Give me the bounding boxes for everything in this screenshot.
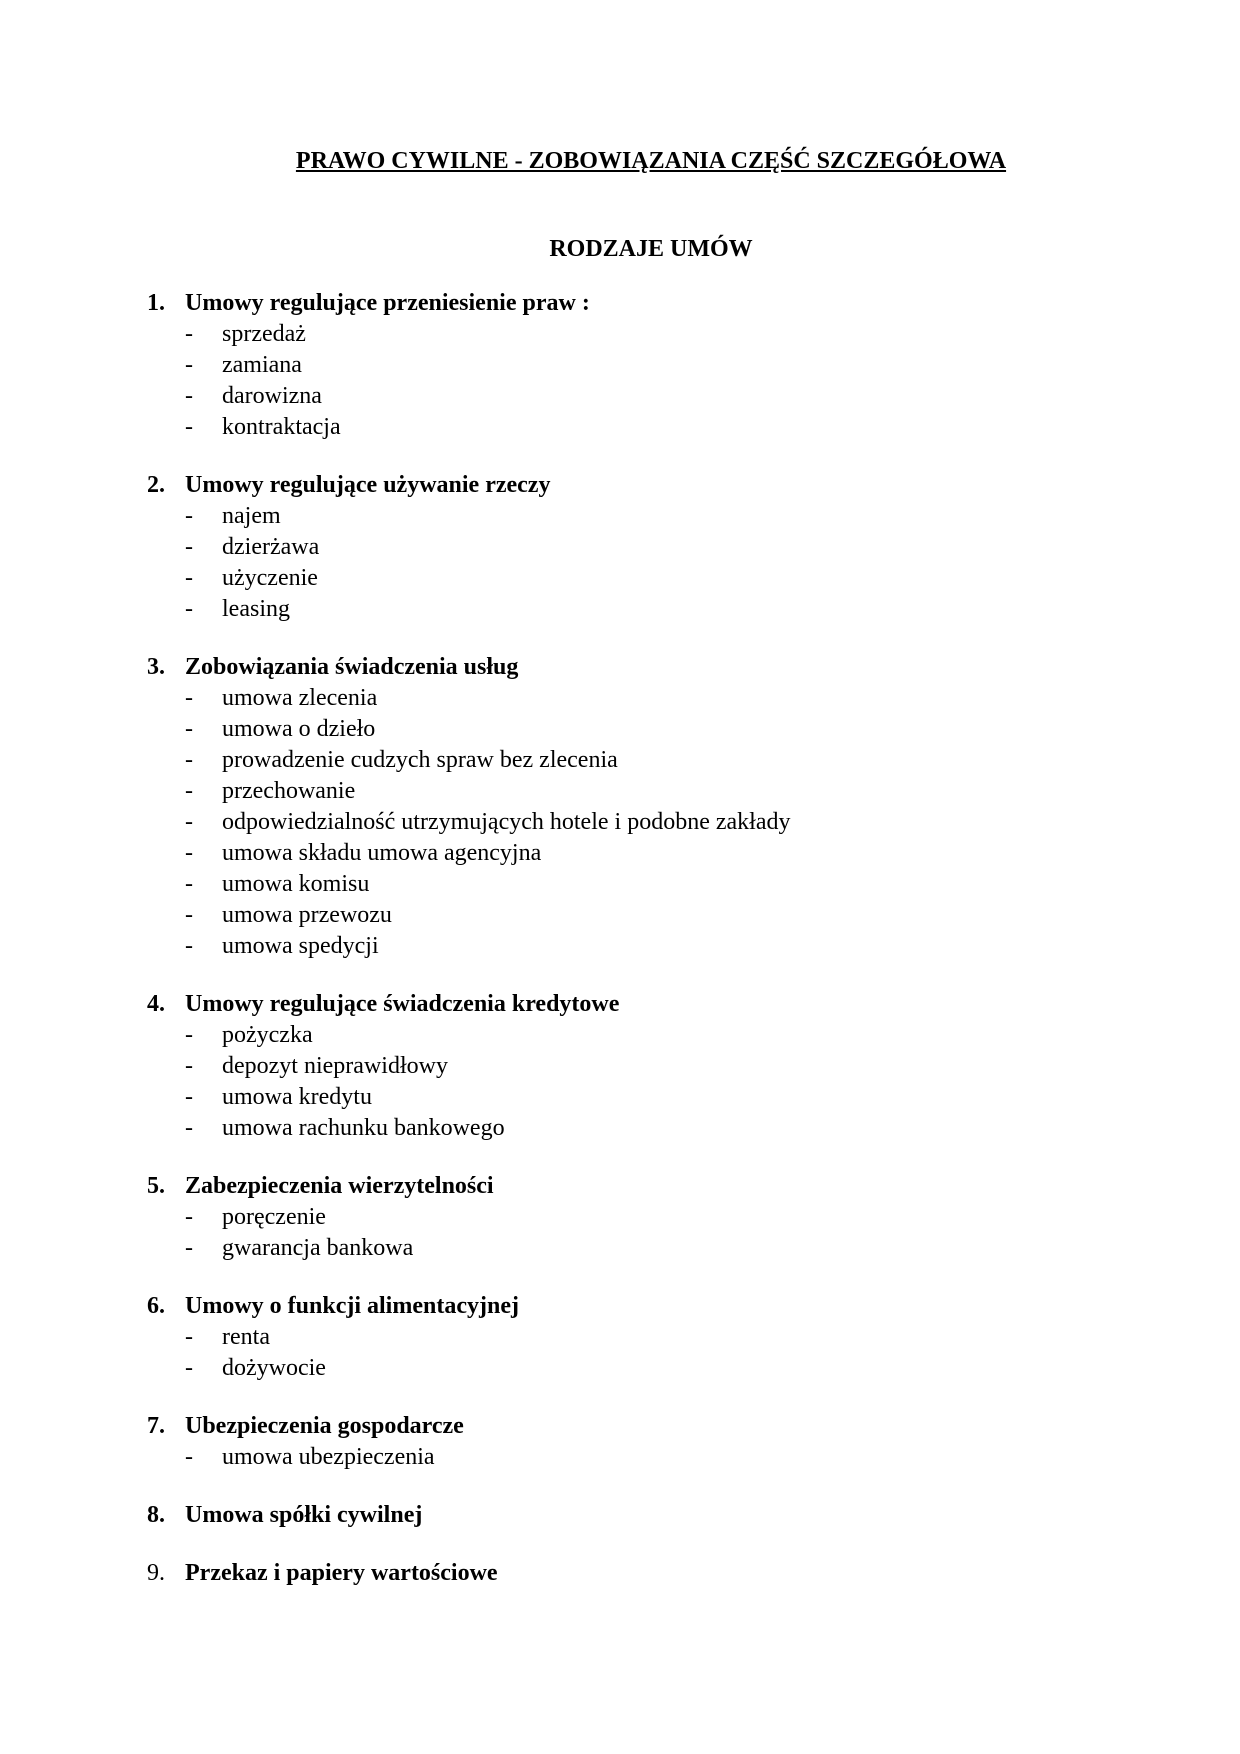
list-item-text: zamiana xyxy=(222,352,302,378)
section xyxy=(0,989,1240,1144)
dash-bullet: - xyxy=(185,685,193,711)
dash-bullet: - xyxy=(185,933,193,959)
list-item-text: umowa spedycji xyxy=(222,933,379,959)
section-heading xyxy=(0,652,1240,683)
section-title: Ubezpieczenia gospodarcze xyxy=(185,1413,464,1439)
list-item xyxy=(0,532,1240,563)
section-items xyxy=(0,319,1240,443)
dash-bullet: - xyxy=(185,414,193,440)
section-heading xyxy=(0,989,1240,1020)
section-items xyxy=(0,1202,1240,1264)
section-title: Umowy o funkcji alimentacyjnej xyxy=(185,1293,519,1319)
list-item xyxy=(0,501,1240,532)
list-item-text: prowadzenie cudzych spraw bez zlecenia xyxy=(222,747,618,773)
dash-bullet: - xyxy=(185,778,193,804)
dash-bullet: - xyxy=(185,352,193,378)
section-number: 5. xyxy=(147,1173,165,1199)
list-item-text: przechowanie xyxy=(222,778,356,804)
list-item-text: darowizna xyxy=(222,383,322,409)
section xyxy=(0,1171,1240,1264)
dash-bullet: - xyxy=(185,871,193,897)
section-title: Umowy regulujące świadczenia kredytowe xyxy=(185,991,620,1017)
section-items xyxy=(0,1020,1240,1144)
list-item-text: leasing xyxy=(222,596,290,622)
section-title: Umowa spółki cywilnej xyxy=(185,1502,423,1528)
list-item-text: renta xyxy=(222,1324,270,1350)
dash-bullet: - xyxy=(185,1355,193,1381)
list-item xyxy=(0,745,1240,776)
list-item-text: kontraktacja xyxy=(222,414,341,440)
dash-bullet: - xyxy=(185,383,193,409)
list-item-text: dzierżawa xyxy=(222,534,320,560)
dash-bullet: - xyxy=(185,596,193,622)
dash-bullet: - xyxy=(185,534,193,560)
dash-bullet: - xyxy=(185,840,193,866)
section-number: 6. xyxy=(147,1293,165,1319)
dash-bullet: - xyxy=(185,1204,193,1230)
document-subtitle: RODZAJE UMÓW xyxy=(549,236,753,262)
list-item xyxy=(0,1353,1240,1384)
list-item xyxy=(0,350,1240,381)
section-title: Przekaz i papiery wartościowe xyxy=(185,1560,498,1586)
section-number: 1. xyxy=(147,290,165,316)
dash-bullet: - xyxy=(185,1324,193,1350)
section-heading xyxy=(0,1500,1240,1531)
list-item xyxy=(0,319,1240,350)
contract-types-list xyxy=(0,288,1240,1616)
list-item-text: sprzedaż xyxy=(222,321,306,347)
list-item xyxy=(0,776,1240,807)
section-title: Zobowiązania świadczenia usług xyxy=(185,654,519,680)
section-title: Zabezpieczenia wierzytelności xyxy=(185,1173,494,1199)
dash-bullet: - xyxy=(185,565,193,591)
dash-bullet: - xyxy=(185,1444,193,1470)
section xyxy=(0,1558,1240,1589)
section-items xyxy=(0,683,1240,962)
section xyxy=(0,470,1240,625)
list-item-text: dożywocie xyxy=(222,1355,326,1381)
section-title: Umowy regulujące przeniesienie praw : xyxy=(185,290,590,316)
section xyxy=(0,288,1240,443)
list-item xyxy=(0,931,1240,962)
list-item xyxy=(0,1082,1240,1113)
list-item xyxy=(0,1113,1240,1144)
dash-bullet: - xyxy=(185,1115,193,1141)
list-item-text: umowa przewozu xyxy=(222,902,392,928)
dash-bullet: - xyxy=(185,1235,193,1261)
section-number: 4. xyxy=(147,991,165,1017)
section-number: 3. xyxy=(147,654,165,680)
list-item xyxy=(0,869,1240,900)
dash-bullet: - xyxy=(185,1053,193,1079)
section-number: 2. xyxy=(147,472,165,498)
list-item xyxy=(0,412,1240,443)
section-heading xyxy=(0,1411,1240,1442)
section-number: 7. xyxy=(147,1413,165,1439)
section-number: 8. xyxy=(147,1502,165,1528)
section-items xyxy=(0,1322,1240,1384)
section-heading xyxy=(0,1291,1240,1322)
list-item-text: umowa komisu xyxy=(222,871,370,897)
list-item xyxy=(0,714,1240,745)
dash-bullet: - xyxy=(185,747,193,773)
list-item xyxy=(0,381,1240,412)
dash-bullet: - xyxy=(185,1022,193,1048)
list-item xyxy=(0,1442,1240,1473)
document-title: PRAWO CYWILNE - ZOBOWIĄZANIA CZĘŚĆ SZCZEGÓŁOWA xyxy=(295,148,1007,174)
section xyxy=(0,1500,1240,1531)
list-item xyxy=(0,1322,1240,1353)
list-item-text: umowa składu umowa agencyjna xyxy=(222,840,542,866)
list-item-text: umowa rachunku bankowego xyxy=(222,1115,505,1141)
list-item-text: pożyczka xyxy=(222,1022,313,1048)
dash-bullet: - xyxy=(185,902,193,928)
list-item-text: umowa ubezpieczenia xyxy=(222,1444,435,1470)
list-item-text: depozyt nieprawidłowy xyxy=(222,1053,448,1079)
list-item xyxy=(0,1051,1240,1082)
list-item xyxy=(0,683,1240,714)
dash-bullet: - xyxy=(185,321,193,347)
dash-bullet: - xyxy=(185,1084,193,1110)
list-item xyxy=(0,807,1240,838)
list-item xyxy=(0,1233,1240,1264)
section-title: Umowy regulujące używanie rzeczy xyxy=(185,472,551,498)
list-item-text: użyczenie xyxy=(222,565,318,591)
list-item-text: poręczenie xyxy=(222,1204,326,1230)
list-item xyxy=(0,838,1240,869)
list-item-text: odpowiedzialność utrzymujących hotele i podobne zakłady xyxy=(222,809,791,835)
section-items xyxy=(0,501,1240,625)
section-items xyxy=(0,1442,1240,1473)
list-item-text: najem xyxy=(222,503,281,529)
list-item-text: umowa o dzieło xyxy=(222,716,376,742)
section xyxy=(0,652,1240,962)
list-item xyxy=(0,594,1240,625)
list-item xyxy=(0,563,1240,594)
list-item xyxy=(0,1020,1240,1051)
list-item xyxy=(0,900,1240,931)
list-item-text: gwarancja bankowa xyxy=(222,1235,414,1261)
section-heading xyxy=(0,1171,1240,1202)
dash-bullet: - xyxy=(185,809,193,835)
section-heading xyxy=(0,1558,1240,1589)
section xyxy=(0,1411,1240,1473)
section-heading xyxy=(0,470,1240,501)
list-item xyxy=(0,1202,1240,1233)
section xyxy=(0,1291,1240,1384)
section-heading xyxy=(0,288,1240,319)
dash-bullet: - xyxy=(185,503,193,529)
list-item-text: umowa zlecenia xyxy=(222,685,378,711)
dash-bullet: - xyxy=(185,716,193,742)
section-number: 9. xyxy=(147,1560,165,1586)
list-item-text: umowa kredytu xyxy=(222,1084,372,1110)
